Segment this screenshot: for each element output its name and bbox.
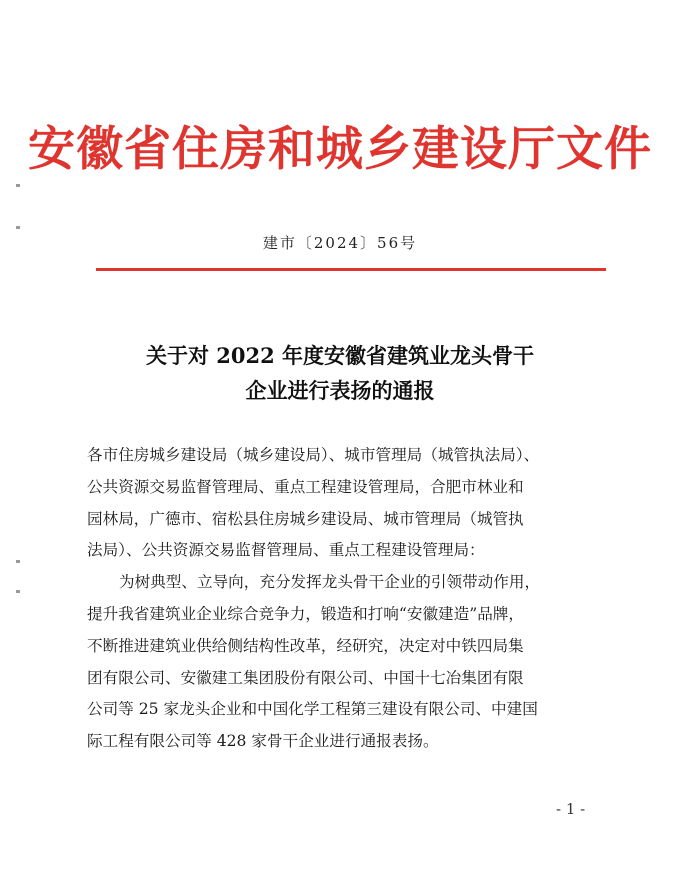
body-line: 园林局，广德市、宿松县住房城乡建设局、城市管理局（城管执 — [87, 509, 524, 528]
scan-mark — [16, 226, 20, 229]
body-line: 各市住房城乡建设局（城乡建设局）、城市管理局（城管执法局）、 — [87, 446, 540, 464]
body-line: 提升我省建筑业企业综合竞争力，锻造和打响“安徽建造”品牌， — [87, 604, 524, 623]
body-line: 为树典型、立导向，充分发挥龙头骨干企业的引领带动作用， — [119, 573, 541, 592]
body-line: 公共资源交易监督管理局、重点工程建设管理局，合肥市林业和 — [87, 477, 524, 496]
body-line: 公司等 25 家龙头企业和中国化学工程第三建设有限公司、中建国 — [87, 700, 538, 719]
notice-title-line: 关于对 2022 年度安徽省建筑业龙头骨干 — [145, 343, 535, 368]
scan-mark — [16, 590, 20, 593]
notice-body — [87, 440, 607, 758]
body-line: 不断推进建筑业供给侧结构性改革，经研究，决定对中铁四局集 — [87, 636, 524, 655]
document-header-title: 安徽省住房和城乡建设厅文件 — [28, 122, 652, 177]
red-divider-line — [96, 268, 606, 271]
scan-mark — [16, 184, 20, 187]
notice-title-line: 企业进行表扬的通报 — [245, 378, 435, 403]
body-line: 际工程有限公司等 428 家骨干企业进行通报表扬。 — [87, 732, 439, 751]
body-line: 法局）、公共资源交易监督管理局、重点工程建设管理局： — [87, 541, 485, 560]
notice-title — [0, 338, 680, 408]
page-number: - 1 - — [556, 800, 586, 818]
scan-mark — [16, 560, 20, 563]
body-line: 团有限公司、安徽建工集团股份有限公司、中国十七冶集团有限 — [87, 668, 524, 687]
document-number: 建市〔2024〕56号 — [262, 234, 418, 252]
